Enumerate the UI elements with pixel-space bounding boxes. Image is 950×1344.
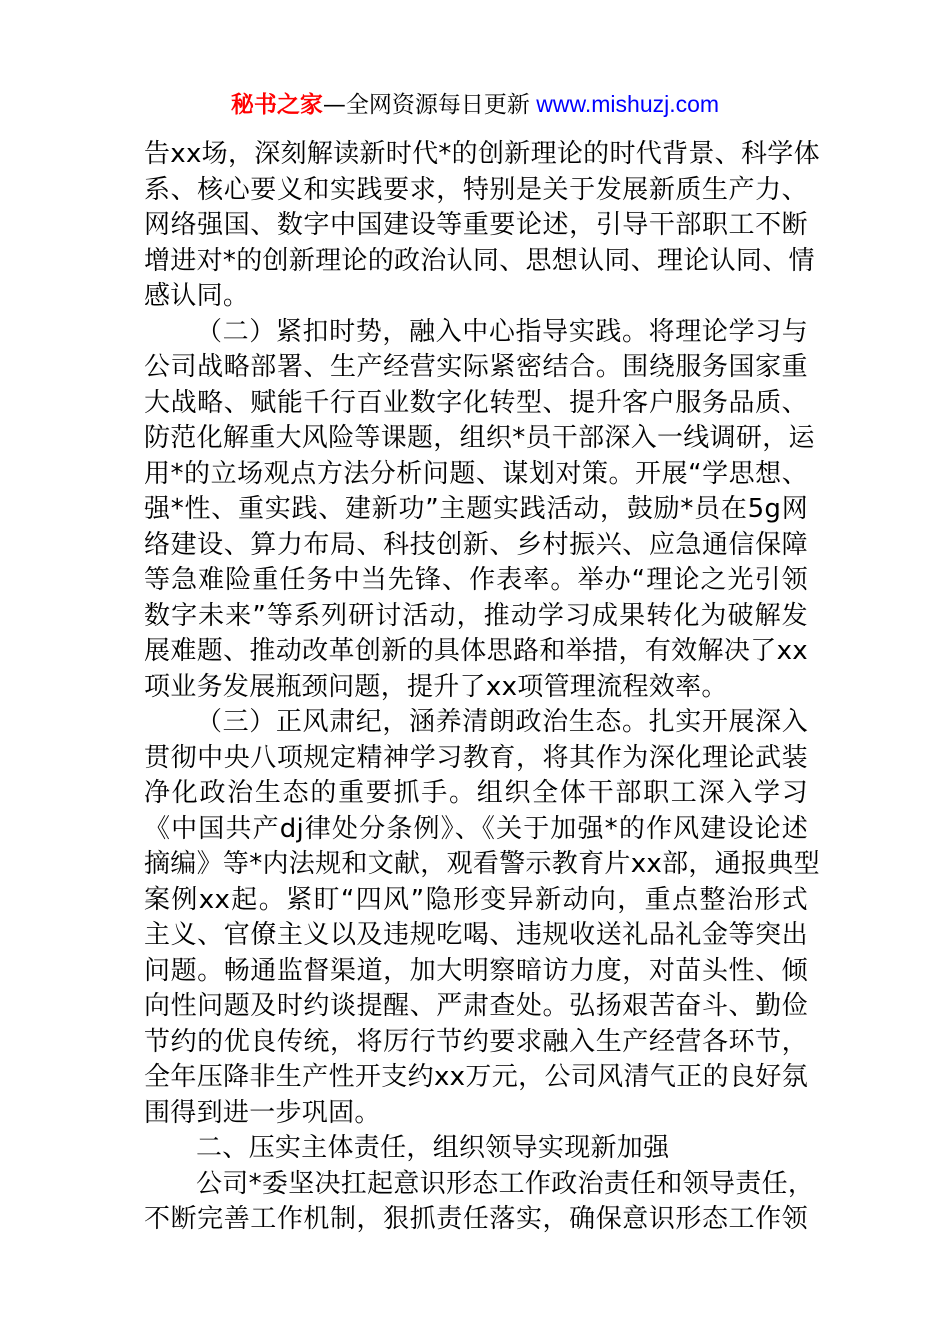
website-link[interactable]: www.mishuzj.com xyxy=(529,91,720,117)
text-line: 用*的立场观点方法分析问题、谋划对策。开展“学思想、 xyxy=(144,458,808,489)
chapter-heading-line: 二、压实主体责任，组织领导实现新加强 xyxy=(196,1133,670,1163)
text-line: 不断完善工作机制，狠抓责任落实，确保意识形态工作领 xyxy=(144,1204,808,1234)
text-line: 数字未来”等系列研讨活动，推动学习成果转化为破解发 xyxy=(144,600,808,631)
paragraph-end-line: 感认同。 xyxy=(144,281,250,311)
brand-name: 秘书之家 xyxy=(230,92,323,118)
text-line: 增进对*的创新理论的政治认同、思想认同、理论认同、情 xyxy=(144,245,815,276)
paragraph-start-line: 公司*委坚决扛起意识形态工作政治责任和领导责任， xyxy=(196,1168,815,1199)
section-heading-line: （二）紧扣时势，融入中心指导实践。将理论学习与 xyxy=(196,316,808,347)
text-line: 告xx场，深刻解读新时代*的创新理论的时代背景、科学体 xyxy=(144,139,820,169)
text-line: 案例xx起。紧盯“四风”隐形变异新动向，重点整治形式 xyxy=(144,884,808,915)
text-line: 络建设、算力布局、科技创新、乡村振兴、应急通信保障 xyxy=(144,529,808,560)
text-line: 防范化解重大风险等课题，组织*员干部深入一线调研，运 xyxy=(144,423,815,453)
paragraph-end-line: 围得到进一步巩固。 xyxy=(144,1097,381,1128)
page-header xyxy=(0,88,950,121)
section-heading-line: （三）正风肃纪，涵养清朗政治生态。扎实开展深入 xyxy=(196,707,808,737)
header-slogan: —全网资源每日更新 xyxy=(322,92,530,118)
document-body xyxy=(144,137,820,1238)
text-line: 问题。畅通监督渠道，加大明察暗访力度，对苗头性、倾 xyxy=(144,955,808,986)
text-line: 大战略、赋能千行百业数字化转型、提升客户服务品质、 xyxy=(144,387,808,418)
text-line: 摘编》等*内法规和文献，观看警示教育片xx部，通报典型 xyxy=(144,849,820,879)
paragraph-end-line: 项业务发展瓶颈问题，提升了xx项管理流程效率。 xyxy=(144,671,728,702)
text-line: 向性问题及时约谈提醒、严肃查处。弘扬艰苦奋斗、勤俭 xyxy=(144,991,808,1021)
text-line: 全年压降非生产性开支约xx万元，公司风清气正的良好氛 xyxy=(144,1062,808,1092)
text-line: 网络强国、数字中国建设等重要论述，引导干部职工不断 xyxy=(144,210,808,240)
text-line: 《中国共产dj律处分条例》、《关于加强*的作风建设论述 xyxy=(144,813,808,844)
text-line: 贯彻中央八项规定精神学习教育，将其作为深化理论武装 xyxy=(144,742,808,773)
text-line: 主义、官僚主义以及违规吃喝、违规收送礼品礼金等突出 xyxy=(144,920,808,950)
text-line: 节约的优良传统，将厉行节约要求融入生产经营各环节， xyxy=(144,1026,808,1057)
text-line: 系、核心要义和实践要求，特别是关于发展新质生产力、 xyxy=(144,174,808,205)
text-line: 公司战略部署、生产经营实际紧密结合。围绕服务国家重 xyxy=(144,352,808,382)
text-line: 等急难险重任务中当先锋、作表率。举办“理论之光引领 xyxy=(144,565,808,595)
text-line: 展难题、推动改革创新的具体思路和举措，有效解决了xx xyxy=(144,636,808,666)
text-line: 强*性、重实践、建新功”主题实践活动，鼓励*员在5g网 xyxy=(144,494,808,524)
text-line: 净化政治生态的重要抓手。组织全体干部职工深入学习 xyxy=(144,778,808,808)
